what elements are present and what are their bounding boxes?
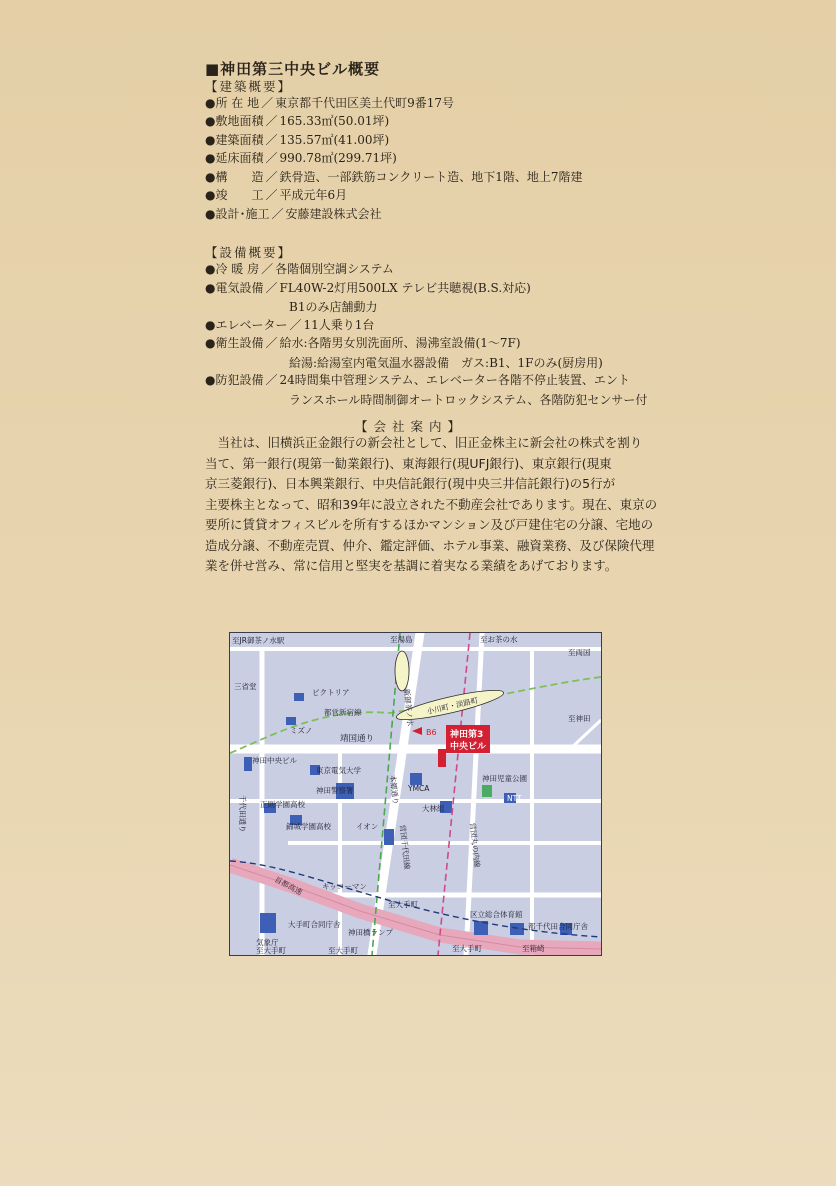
map-label: 営団千代田線	[398, 824, 412, 870]
map-label: 千代田通り	[238, 795, 247, 833]
map-label: ミズノ	[290, 726, 313, 735]
map-label: 至大手町	[328, 946, 358, 955]
equipment-continuation: B1のみ店舗動力	[289, 300, 378, 314]
map-label: 至箱崎	[522, 944, 545, 953]
map-label: 至神田	[568, 714, 591, 723]
building-row: ●延床面積 ／ 990.78㎡(299.71坪)	[205, 151, 397, 165]
map-target-label: 中央ビル	[450, 742, 487, 752]
map-label: 至お茶の水	[480, 635, 518, 644]
map-target-label: 神田第3	[450, 730, 484, 740]
map-label: 錦城学園高校	[286, 822, 331, 831]
map-label: 営団丸の内線	[468, 822, 482, 868]
building-row: ●構 造 ／ 鉄骨造、一部鉄筋コンクリート造、地下1階、地上7階建	[205, 170, 583, 184]
company-line: 造成分譲、不動産売買、仲介、鑑定評価、ホテル事業、融資業務、及び保険代理	[205, 537, 655, 553]
map-label: 至湯島	[390, 635, 413, 644]
equipment-continuation: ランスホール時間制御オートロックシステム、各階防犯センサー付	[289, 393, 648, 407]
map-label: 三省堂	[234, 682, 257, 691]
equipment-row: ●冷 暖 房 ／ 各階個別空調システム	[205, 262, 394, 276]
map-label: 神田警察署	[316, 786, 354, 795]
equipment-row: ●防犯設備 ／ 24時間集中管理システム、エレベーター各階不停止装置、エント	[205, 373, 630, 387]
map-label: 東京電気大学	[316, 766, 361, 775]
map-label: 都営新宿線	[324, 708, 362, 717]
company-line: 要所に賃貸オフィスビルを所有するほかマンション及び戸建住宅の分譲、宅地の	[205, 517, 654, 532]
building-row: ●敷地面積 ／ 165.33㎡(50.01坪)	[205, 114, 390, 128]
map-label: 区立総合体育館	[470, 910, 523, 919]
map-label: イオン	[356, 822, 379, 831]
map-label: 至大手町	[388, 900, 418, 909]
map-label: 小川町・淡路町	[425, 695, 480, 717]
company-profile	[205, 433, 658, 577]
map-label: 大手町合同庁舎	[288, 920, 341, 929]
page-title: ■神田第三中央ビル概要	[205, 60, 381, 78]
map-label: 都千代田合同庁舎	[528, 922, 588, 931]
equipment-row: ●衛生設備 ／ 給水:各階男女別洗面所、湯沸室設備(1～7F)	[205, 336, 521, 350]
company-line: 当て、第一銀行(現第一勧業銀行)、東海銀行(現UFJ銀行)、東京銀行(現東	[205, 455, 612, 471]
company-line: 業を併せ営み、常に信用と堅実を基調に着実なる業績をあげております。	[205, 558, 618, 573]
map-label: 至両国	[568, 648, 591, 657]
building-heading: 【建築概要】	[205, 79, 293, 94]
equipment-heading: 【設備概要】	[205, 245, 293, 260]
map-label: 本郷通り	[388, 774, 401, 806]
map-label: 神田児童公園	[482, 774, 527, 783]
map-label: 至JR御茶ノ水駅	[232, 636, 285, 645]
building-row: ●竣 工 ／ 平成元年6月	[205, 188, 348, 202]
company-line: 京三菱銀行)、日本興業銀行、中央信託銀行(現中央三井信託銀行)の5行が	[205, 476, 616, 491]
map-label: YMCA	[408, 784, 430, 793]
equipment-continuation: 給湯:給湯室内電気温水器設備 ガス:B1、1Fのみ(厨房用)	[289, 356, 603, 370]
building-row: ●所 在 地 ／ 東京都千代田区美土代町9番17号	[205, 96, 455, 110]
company-heading: 【会社案内】	[355, 419, 467, 434]
map-label: 首都高速	[273, 874, 304, 897]
map-label: B6	[426, 728, 437, 737]
map-label: 新御茶ノ水	[402, 688, 415, 727]
building-row: ●建築面積 ／ 135.57㎡(41.00坪)	[205, 133, 390, 147]
equipment-row: ●エレベーター ／ 11人乗り1台	[205, 318, 375, 332]
map-label: キッコーマン	[322, 882, 367, 891]
map-label: 気象庁	[256, 938, 279, 947]
map-label: NTT	[507, 794, 522, 803]
map-label: 至大手町	[256, 946, 286, 955]
building-row: ●設計･施工 ／ 安藤建設株式会社	[205, 207, 382, 221]
map-label: 神田中央ビル	[252, 756, 297, 765]
company-line: 主要株主となって、昭和39年に設立された不動産会社であります。現在、東京の	[205, 496, 658, 512]
company-line: 当社は、旧横浜正金銀行の新会社として、旧正金株主に新会社の株式を割り	[205, 435, 643, 450]
map-label: 正則学園高校	[260, 800, 305, 809]
map-label: 神田橋ランプ	[348, 928, 393, 937]
map-label: 大林組	[422, 804, 445, 813]
equipment-row: ●電気設備 ／ FL40W-2灯用500LX テレビ共聴視(B.S.対応)	[205, 281, 531, 295]
access-map	[229, 632, 602, 956]
map-label: 至大手町	[452, 944, 482, 953]
map-label: ビクトリア	[312, 688, 350, 697]
map-label: 靖国通り	[340, 734, 375, 744]
